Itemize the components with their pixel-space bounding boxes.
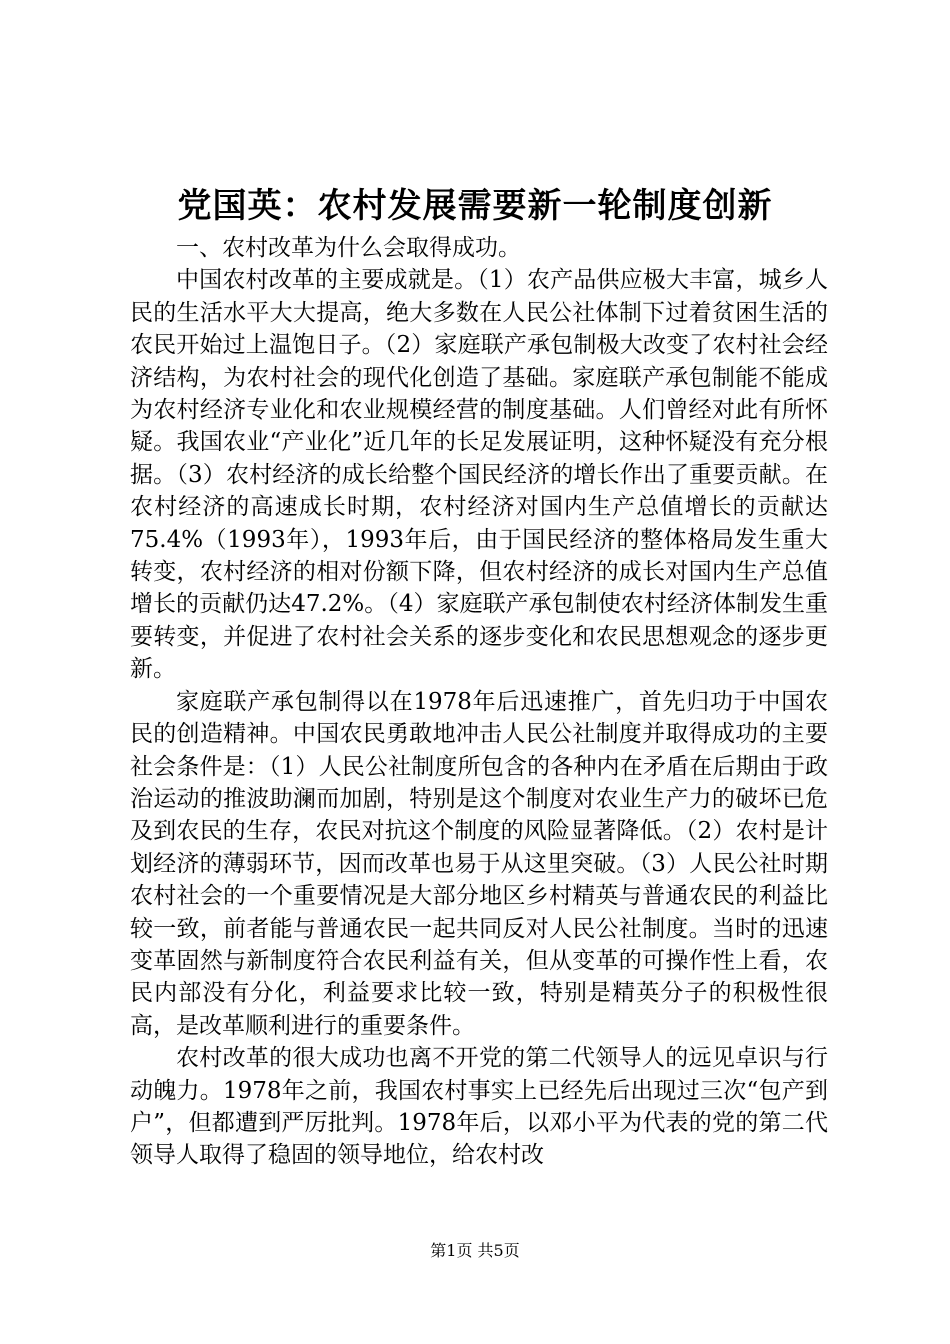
page-indicator: 第1页 共5页 — [430, 1241, 520, 1260]
body-paragraph: 家庭联产承包制得以在1978年后迅速推广，首先归功于中国农民的创造精神。中国农民勇敢地冲击人民公社制度并取得成功的主要社会条件是：（1）人民公社制度所包含的各种内在矛盾在后期由于政治运动的推波助澜而加剧，特别是这个制度对农业生产力的破坏已危及到农民的生存，农民对抗这个制度的风险显著降低。（2）农村是计划经济的薄弱环节，因而改革也易于从这里突破。（3）人民公社时期农村社会的一个重要情况是大部分地区乡村精英与普通农民的利益比较一致，前者能与普通农民一起共同反对人民公社制度。当时的迅速变革固然与新制度符合农民利益有关，但从变革的可操作性上看，农民内部没有分化，利益要求比较一致，特别是精英分子的积极性很高，是改革顺利进行的重要条件。 — [130, 688, 828, 1039]
body-paragraph: 中国农村改革的主要成就是。（1）农产品供应极大丰富，城乡人民的生活水平大大提高，绝大多数在人民公社体制下过着贫困生活的农民开始过上温饱日子。（2）家庭联产承包制极大改变了农村社会经济结构，为农村社会的现代化创造了基础。家庭联产承包制能不能成为农村经济专业化和农业规模经营的制度基础。人们曾经对此有所怀疑。我国农业“产业化”近几年的长足发展证明，这种怀疑没有充分根据。（3）农村经济的成长给整个国民经济的增长作出了重要贡献。在农村经济的高速成长时期，农村经济对国内生产总值增长的贡献达75.4%（1993年），1993年后，由于国民经济的整体格局发生重大转变，农村经济的相对份额下降，但农村经济的成长对国内生产总值增长的贡献仍达47.2%。（4）家庭联产承包制使农村经济体制发生重要转变，并促进了农村社会关系的逐步变化和农民思想观念的逐步更新。 — [130, 267, 828, 683]
section-heading: 一、农村改革为什么会取得成功。 — [176, 235, 521, 261]
page-footer — [0, 1240, 950, 1262]
body-paragraph: 农村改革的很大成功也离不开党的第二代领导人的远见卓识与行动魄力。1978年之前，我国农村事实上已经先后出现过三次“包产到户”，但都遭到严厉批判。1978年后，以邓小平为代表的党的第二代领导人取得了稳固的领导地位，给农村改 — [130, 1045, 828, 1169]
document-body — [130, 232, 828, 1172]
document-title: 党国英：农村发展需要新一轮制度创新 — [177, 186, 773, 226]
